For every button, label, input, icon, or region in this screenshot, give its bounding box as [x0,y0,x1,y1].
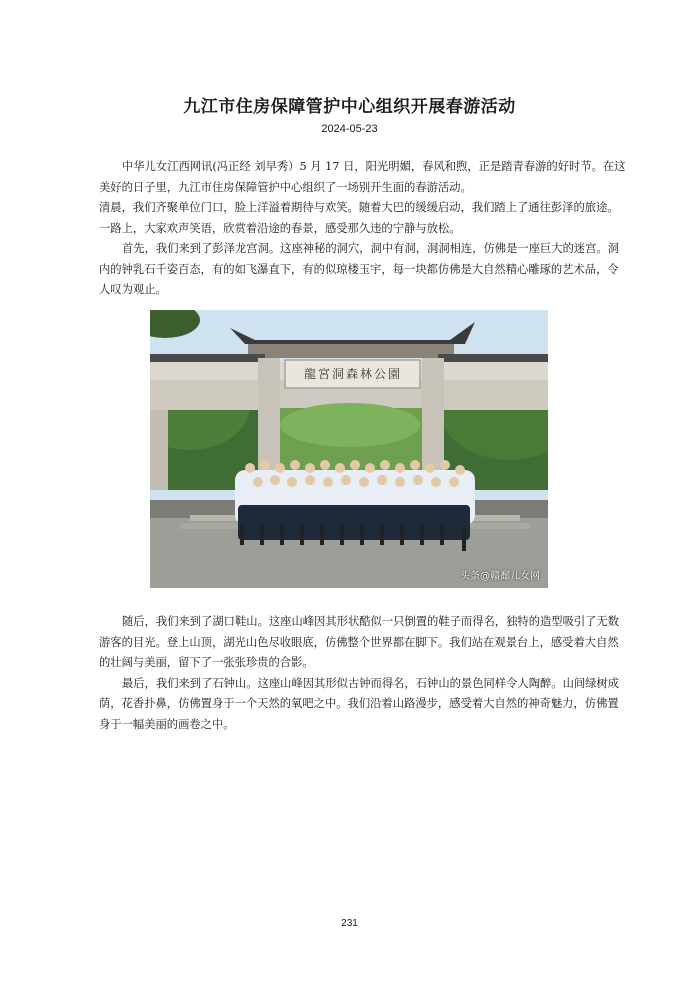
group-photo [150,310,548,588]
article-date: 2024-05-23 [321,123,378,135]
paragraph-intro: 中华儿女江西网讯(冯正经 刘早秀）5 月 17 日，阳光明媚，春风和煦，正是踏青春游的好时节。在这美好的日子里，九江市住房保障管护中心组织了一场别开生面的春游活动。 [99,160,626,194]
paragraph-morning: 清晨，我们齐聚单位门口，脸上洋溢着期待与欢笑。随着大巴的缓缓启动，我们踏上了通往彭泽的旅途。一路上，大家欢声笑语，欣赏着沿途的春景，感受那久违的宁静与放松。 [99,201,619,235]
article-title: 九江市住房保障管护中心组织开展春游活动 [183,97,516,117]
photo-watermark: 头条@赣鄱儿女网 [460,571,540,582]
article-body-part1 [99,157,626,301]
paragraph-longgong-cave: 首先，我们来到了彭泽龙宫洞。这座神秘的洞穴，洞中有洞，洞洞相连，仿佛是一座巨大的迷宫。洞内的钟乳石千姿百态，有的如飞瀑直下，有的似琼楼玉宇，每一块都仿佛是大自然精心雕琢的艺术品，令人叹为观止。 [99,242,620,296]
paragraph-shizhongshan: 最后，我们来到了石钟山。这座山峰因其形似古钟而得名，石钟山的景色同样令人陶醉。山间绿树成荫，花香扑鼻，仿佛置身于一个天然的氧吧之中。我们沿着山路漫步，感受着大自然的神奇魅力，仿佛置身于一幅美丽的画卷之中。 [99,676,620,731]
paragraph-xieshan: 随后，我们来到了湖口鞋山。这座山峰因其形状酷似一只倒置的鞋子而得名，独特的造型吸引了无数游客的目光。登上山顶，湖光山色尽收眼底，仿佛整个世界都在脚下。我们站在观景台上，感受着大自然的壮阔与美丽，留下了一张张珍贵的合影。 [99,615,620,669]
article-body-part2 [99,612,626,735]
page-number: 231 [341,918,358,929]
gate-plaque-text: 龍宮洞森林公園 [303,367,402,381]
